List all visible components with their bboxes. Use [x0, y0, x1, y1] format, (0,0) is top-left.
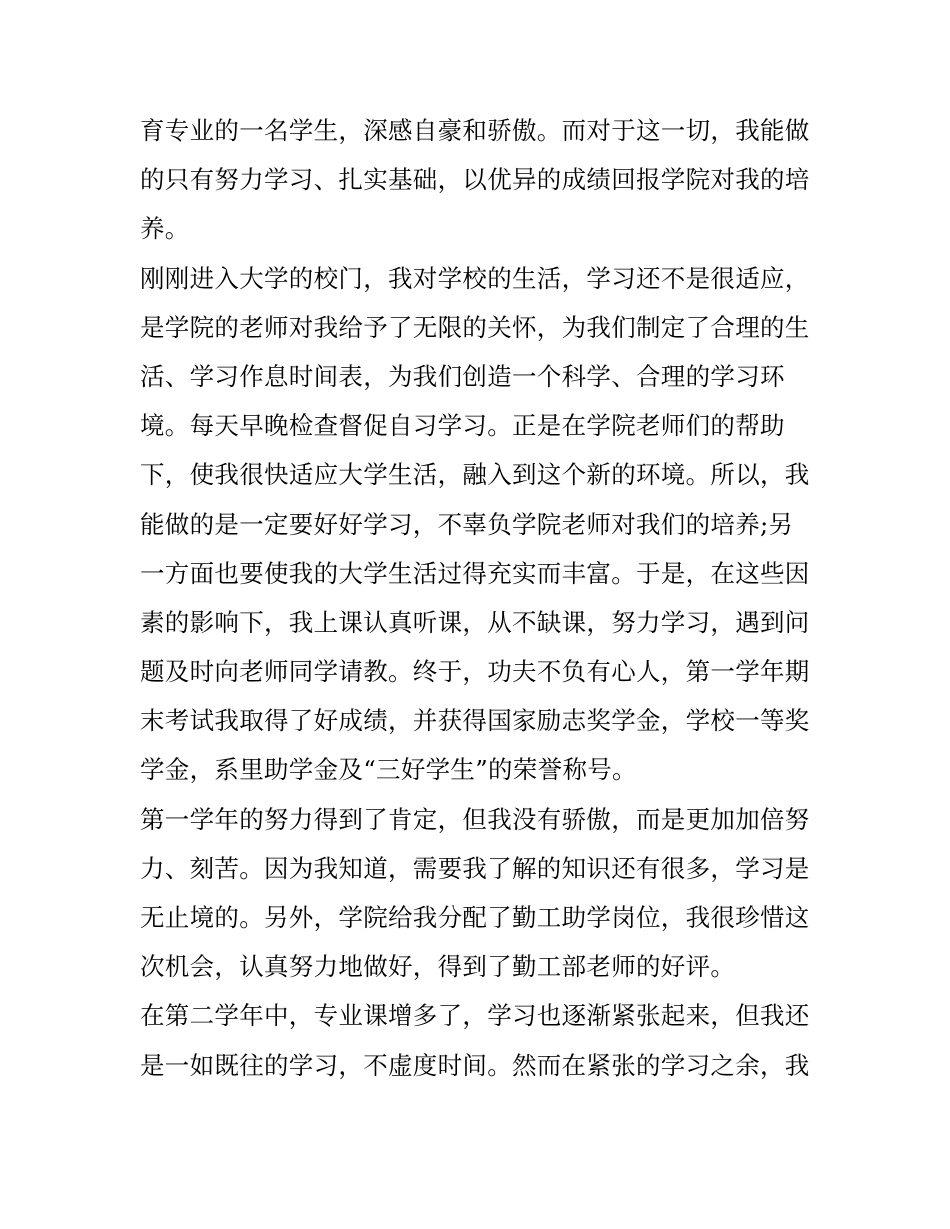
text-line: 学金，系里助学金及“三好学生”的荣誉称号。 [140, 755, 637, 785]
text-line: 能做的是一定要好好学习，不辜负学院老师对我们的培养;另 [140, 509, 794, 539]
text-line: 是一如既往的学习，不虚度时间。然而在紧张的学习之余，我 [140, 1050, 810, 1080]
text-line: 是学院的老师对我给予了无限的关怀，为我们制定了合理的生 [140, 312, 810, 342]
text-line: 第一学年的努力得到了肯定，但我没有骄傲，而是更加加倍努 [140, 804, 810, 834]
text-line: 活、学习作息时间表，为我们创造一个科学、合理的学习环 [140, 361, 785, 391]
text-line: 养。 [140, 214, 190, 244]
text-line: 在第二学年中，专业课增多了，学习也逐渐紧张起来，但我还 [140, 1001, 810, 1031]
text-line: 次机会，认真努力地做好，得到了勤工部老师的好评。 [140, 952, 736, 982]
text-line: 的只有努力学习、扎实基础，以优异的成绩回报学院对我的培 [140, 165, 810, 195]
text-line: 素的影响下，我上课认真听课，从不缺课，努力学习，遇到问 [140, 607, 810, 637]
text-line: 末考试我取得了好成绩，并获得国家励志奖学金，学校一等奖 [140, 706, 810, 736]
text-line: 刚刚进入大学的校门，我对学校的生活，学习还不是很适应， [140, 263, 810, 293]
text-line: 无止境的。另外，学院给我分配了勤工助学岗位，我很珍惜这 [140, 903, 810, 932]
text-line: 题及时向老师同学请教。终于，功夫不负有心人，第一学年期 [140, 657, 810, 687]
text-line: 一方面也要使我的大学生活过得充实而丰富。于是，在这些因 [140, 558, 810, 588]
text-line: 育专业的一名学生，深感自豪和骄傲。而对于这一切，我能做 [140, 116, 810, 145]
text-line: 境。每天早晚检查督促自习学习。正是在学院老师们的帮助 [140, 411, 785, 441]
text-line: 力、刻苦。因为我知道，需要我了解的知识还有很多，学习是 [140, 853, 810, 883]
body-text [140, 106, 820, 1090]
text-line: 下，使我很快适应大学生活，融入到这个新的环境。所以，我 [140, 460, 810, 490]
